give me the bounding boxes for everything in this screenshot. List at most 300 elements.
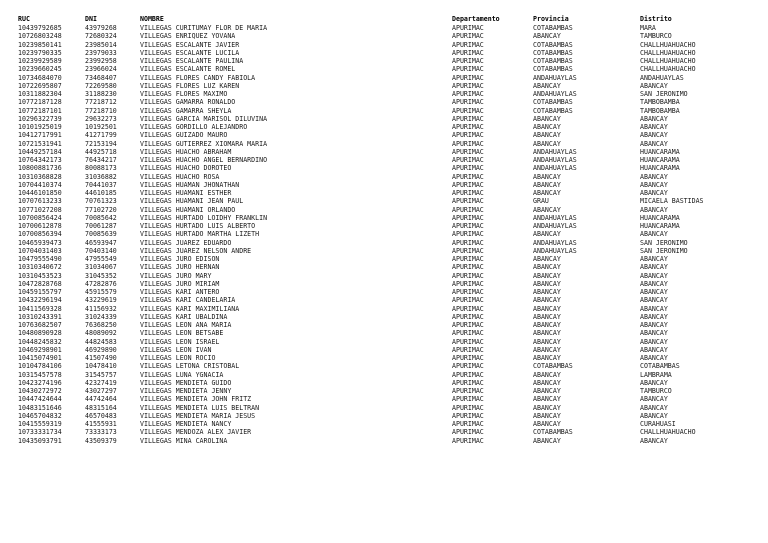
cell-departamento: APURIMAC <box>452 329 484 338</box>
cell-provincia: ABANCAY <box>533 420 561 428</box>
cell-ruc: 10296322739 <box>18 114 62 123</box>
cell-departamento: APURIMAC <box>452 106 484 115</box>
cell-dni: 43229619 <box>85 296 117 305</box>
cell-ruc: 10449257184 <box>18 147 62 156</box>
cell-nombre: VILLEGAS HUACHO ROSA <box>140 172 220 181</box>
cell-provincia: ABANCAY <box>533 189 561 197</box>
cell-distrito: ABANCAY <box>640 354 668 362</box>
table-row <box>18 346 742 354</box>
table-row <box>18 214 742 222</box>
cell-dni: 44925718 <box>85 147 117 156</box>
cell-departamento: APURIMAC <box>452 279 484 288</box>
cell-dni: 70085639 <box>85 230 117 239</box>
cell-provincia: ANDAHUAYLAS <box>533 164 577 173</box>
cell-nombre: VILLEGAS MINA CAROLINA <box>140 436 228 445</box>
cell-dni: 23985014 <box>85 40 117 49</box>
cell-nombre: VILLEGAS ESCALANTE LUCILA <box>140 48 240 57</box>
cell-ruc: 10423274196 <box>18 378 62 387</box>
cell-distrito: HUANCARAMA <box>640 156 680 164</box>
cell-departamento: APURIMAC <box>452 40 484 49</box>
cell-nombre: VILLEGAS HURTADO LOIDHY FRANKLIN <box>140 213 268 222</box>
table-row <box>18 329 742 337</box>
table-row <box>18 131 742 139</box>
cell-provincia: GRAU <box>533 197 549 206</box>
cell-distrito: ABANCAY <box>640 436 668 445</box>
cell-ruc: 10707613233 <box>18 197 62 206</box>
cell-dni: 72153194 <box>85 139 117 148</box>
cell-nombre: VILLEGAS ESCALANTE JAVIER <box>140 40 240 49</box>
table-row <box>18 280 742 288</box>
cell-departamento: APURIMAC <box>452 131 484 140</box>
cell-nombre: VILLEGAS HUACHO ABRAHAM <box>140 147 232 156</box>
cell-departamento: APURIMAC <box>452 321 484 329</box>
cell-ruc: 10435093791 <box>18 436 62 445</box>
cell-departamento: APURIMAC <box>452 48 484 57</box>
cell-distrito: ABANCAY <box>640 279 668 288</box>
cell-ruc: 10239790335 <box>18 48 62 57</box>
records-table <box>18 14 742 445</box>
cell-departamento: APURIMAC <box>452 32 484 41</box>
cell-provincia: ANDAHUAYLAS <box>533 222 577 230</box>
table-row <box>18 107 742 115</box>
cell-distrito: SAN JERONIMO <box>640 90 688 98</box>
cell-distrito: ABANCAY <box>640 288 668 296</box>
cell-dni: 77218712 <box>85 98 117 107</box>
table-row <box>18 222 742 230</box>
cell-provincia: ABANCAY <box>533 205 561 214</box>
cell-dni: 70061287 <box>85 222 117 230</box>
cell-dni: 44610185 <box>85 189 117 197</box>
cell-ruc: 10700856394 <box>18 230 62 239</box>
cell-dni: 46570483 <box>85 411 117 420</box>
cell-departamento: APURIMAC <box>452 387 484 395</box>
table-row <box>18 362 742 370</box>
cell-departamento: APURIMAC <box>452 147 484 156</box>
cell-nombre: VILLEGAS KARI ANTERO <box>140 288 220 296</box>
cell-dni: 70085642 <box>85 213 117 222</box>
table-row <box>18 90 742 98</box>
cell-nombre: VILLEGAS FLORES LUZ KAREN <box>140 81 240 90</box>
cell-departamento: APURIMAC <box>452 189 484 197</box>
cell-ruc: 10700856424 <box>18 213 62 222</box>
cell-dni: 48089092 <box>85 329 117 338</box>
cell-dni: 46593947 <box>85 238 117 247</box>
cell-provincia: ABANCAY <box>533 387 561 395</box>
cell-provincia: ANDAHUAYLAS <box>533 90 577 98</box>
cell-dni: 23979033 <box>85 48 117 57</box>
cell-distrito: ABANCAY <box>640 321 668 329</box>
cell-provincia: ABANCAY <box>533 288 561 296</box>
cell-dni: 77102720 <box>85 205 117 214</box>
cell-dni: 76368250 <box>85 321 117 329</box>
cell-distrito: HUANCARAMA <box>640 213 680 222</box>
cell-ruc: 10465939473 <box>18 238 62 247</box>
cell-provincia: ABANCAY <box>533 279 561 288</box>
cell-distrito: ABANCAY <box>640 337 668 346</box>
cell-nombre: VILLEGAS JURO EDISON <box>140 255 220 263</box>
cell-nombre: VILLEGAS FLORES MAXIMO <box>140 90 228 98</box>
cell-dni: 73333173 <box>85 428 117 437</box>
cell-distrito: CHALLHUAHUACHO <box>640 48 696 57</box>
cell-departamento: APURIMAC <box>452 337 484 346</box>
cell-distrito: SAN JERONIMO <box>640 246 688 255</box>
cell-dni: 45915579 <box>85 288 117 296</box>
cell-provincia: COTABAMBAS <box>533 106 573 115</box>
cell-ruc: 10310453523 <box>18 271 62 280</box>
cell-provincia: ABANCAY <box>533 263 561 272</box>
cell-departamento: APURIMAC <box>452 296 484 305</box>
cell-distrito: ABANCAY <box>640 139 668 148</box>
table-row <box>18 206 742 214</box>
table-row <box>18 387 742 395</box>
cell-ruc: 10430272972 <box>18 387 62 395</box>
cell-departamento: APURIMAC <box>452 428 484 437</box>
cell-ruc: 10480890928 <box>18 329 62 338</box>
cell-distrito: ABANCAY <box>640 114 668 123</box>
cell-nombre: VILLEGAS GUTIERREZ XIOMARA MARIA <box>140 139 268 148</box>
cell-provincia: COTABAMBAS <box>533 98 573 107</box>
table-row <box>18 247 742 255</box>
cell-ruc: 10448245832 <box>18 337 62 346</box>
cell-departamento: APURIMAC <box>452 370 484 379</box>
cell-nombre: VILLEGAS JUAREZ EDUARDO <box>140 238 232 247</box>
cell-nombre: VILLEGAS GORDILLO ALEJANDRO <box>140 123 248 131</box>
cell-departamento: APURIMAC <box>452 205 484 214</box>
cell-distrito: ABANCAY <box>640 345 668 354</box>
cell-nombre: VILLEGAS GARCIA MARISOL DILUVINA <box>140 114 268 123</box>
cell-dni: 46929890 <box>85 345 117 354</box>
cell-distrito: CHALLHUAHUACHO <box>640 65 696 74</box>
cell-distrito: ABANCAY <box>640 411 668 420</box>
cell-departamento: APURIMAC <box>452 312 484 321</box>
cell-departamento: APURIMAC <box>452 156 484 164</box>
cell-departamento: APURIMAC <box>452 436 484 445</box>
cell-ruc: 10315457578 <box>18 370 62 379</box>
table-row <box>18 420 742 428</box>
cell-dni: 41507490 <box>85 354 117 362</box>
cell-distrito: ABANCAY <box>640 312 668 321</box>
cell-departamento: APURIMAC <box>452 403 484 412</box>
cell-ruc: 10772187128 <box>18 98 62 107</box>
cell-ruc: 10771027208 <box>18 205 62 214</box>
table-row <box>18 313 742 321</box>
cell-distrito: TAMBURCO <box>640 32 672 41</box>
cell-nombre: VILLEGAS LEON ANA MARIA <box>140 321 232 329</box>
cell-provincia: COTABAMBAS <box>533 40 573 49</box>
table-row <box>18 57 742 65</box>
cell-provincia: ABANCAY <box>533 378 561 387</box>
table-row <box>18 288 742 296</box>
cell-provincia: ANDAHUAYLAS <box>533 246 577 255</box>
cell-dni: 47282876 <box>85 279 117 288</box>
cell-ruc: 10439792685 <box>18 24 62 32</box>
cell-dni: 47955549 <box>85 255 117 263</box>
table-row <box>18 98 742 106</box>
cell-nombre: VILLEGAS HUACHO ANGEL BERNARDINO <box>140 156 268 164</box>
cell-departamento: APURIMAC <box>452 114 484 123</box>
cell-provincia: ABANCAY <box>533 271 561 280</box>
cell-dni: 72680324 <box>85 32 117 41</box>
header-row <box>18 14 742 24</box>
cell-nombre: VILLEGAS KARI CANDELARIA <box>140 296 236 305</box>
cell-ruc: 10447424644 <box>18 395 62 404</box>
table-row <box>18 296 742 304</box>
header-ruc: RUC <box>18 15 30 23</box>
cell-distrito: LAMBRAMA <box>640 370 672 379</box>
table-row <box>18 148 742 156</box>
cell-provincia: ABANCAY <box>533 255 561 263</box>
cell-provincia: ABANCAY <box>533 329 561 338</box>
table-row <box>18 65 742 73</box>
cell-dni: 43979268 <box>85 24 117 32</box>
cell-distrito: CHALLHUAHUACHO <box>640 57 696 65</box>
cell-distrito: ABANCAY <box>640 205 668 214</box>
cell-departamento: APURIMAC <box>452 172 484 181</box>
cell-distrito: ABANCAY <box>640 329 668 338</box>
cell-dni: 42327419 <box>85 378 117 387</box>
cell-ruc: 10412717991 <box>18 131 62 140</box>
cell-distrito: ABANCAY <box>640 230 668 239</box>
cell-ruc: 10763682507 <box>18 321 62 329</box>
cell-departamento: APURIMAC <box>452 24 484 32</box>
cell-departamento: APURIMAC <box>452 222 484 230</box>
cell-departamento: APURIMAC <box>452 57 484 65</box>
cell-provincia: ANDAHUAYLAS <box>533 73 577 82</box>
cell-nombre: VILLEGAS GAMARRA SHEYLA <box>140 106 232 115</box>
cell-departamento: APURIMAC <box>452 98 484 107</box>
cell-ruc: 10465704832 <box>18 411 62 420</box>
cell-departamento: APURIMAC <box>452 238 484 247</box>
table-row <box>18 263 742 271</box>
cell-nombre: VILLEGAS GAMARRA RONALDO <box>140 98 236 107</box>
cell-departamento: APURIMAC <box>452 246 484 255</box>
cell-provincia: ANDAHUAYLAS <box>533 213 577 222</box>
cell-distrito: ABANCAY <box>640 378 668 387</box>
table-row <box>18 404 742 412</box>
cell-departamento: APURIMAC <box>452 354 484 362</box>
cell-nombre: VILLEGAS FLORES CANDY FABIOLA <box>140 73 256 82</box>
cell-dni: 72269580 <box>85 81 117 90</box>
cell-distrito: ABANCAY <box>640 296 668 305</box>
table-row <box>18 82 742 90</box>
cell-distrito: ABANCAY <box>640 271 668 280</box>
cell-distrito: CHALLHUAHUACHO <box>640 40 696 49</box>
cell-dni: 48315164 <box>85 403 117 412</box>
cell-provincia: ABANCAY <box>533 403 561 412</box>
table-row <box>18 395 742 403</box>
cell-provincia: ABANCAY <box>533 337 561 346</box>
cell-ruc: 10415559319 <box>18 420 62 428</box>
cell-distrito: ABANCAY <box>640 123 668 131</box>
table-row <box>18 197 742 205</box>
cell-provincia: ABANCAY <box>533 370 561 379</box>
cell-departamento: APURIMAC <box>452 139 484 148</box>
cell-departamento: APURIMAC <box>452 378 484 387</box>
table-row <box>18 140 742 148</box>
cell-distrito: TAMBOBAMBA <box>640 98 680 107</box>
cell-departamento: APURIMAC <box>452 395 484 404</box>
cell-nombre: VILLEGAS JURO HERNAN <box>140 263 220 272</box>
cell-provincia: ABANCAY <box>533 123 561 131</box>
cell-provincia: ABANCAY <box>533 81 561 90</box>
cell-departamento: APURIMAC <box>452 345 484 354</box>
cell-ruc: 10101925019 <box>18 123 62 131</box>
cell-departamento: APURIMAC <box>452 362 484 371</box>
cell-departamento: APURIMAC <box>452 197 484 206</box>
table-row <box>18 321 742 329</box>
cell-departamento: APURIMAC <box>452 81 484 90</box>
cell-nombre: VILLEGAS HURTADO MARTHA LIZETH <box>140 230 260 239</box>
cell-distrito: TAMBURCO <box>640 387 672 395</box>
cell-ruc: 10726803248 <box>18 32 62 41</box>
cell-ruc: 10239929589 <box>18 57 62 65</box>
cell-provincia: ANDAHUAYLAS <box>533 156 577 164</box>
cell-provincia: ABANCAY <box>533 436 561 445</box>
table-row <box>18 412 742 420</box>
cell-ruc: 10311882304 <box>18 90 62 98</box>
cell-dni: 31188230 <box>85 90 117 98</box>
table-row <box>18 173 742 181</box>
cell-nombre: VILLEGAS HUACHO DOROTEO <box>140 164 232 173</box>
cell-nombre: VILLEGAS HUAMANI JEAN PAUL <box>140 197 244 206</box>
cell-nombre: VILLEGAS LETONA CRISTOBAL <box>140 362 240 371</box>
cell-departamento: APURIMAC <box>452 420 484 428</box>
cell-ruc: 10446101850 <box>18 189 62 197</box>
cell-provincia: ABANCAY <box>533 304 561 313</box>
table-row <box>18 371 742 379</box>
cell-distrito: ABANCAY <box>640 255 668 263</box>
cell-dni: 23992958 <box>85 57 117 65</box>
header-distrito: Distrito <box>640 15 672 23</box>
cell-dni: 80088173 <box>85 164 117 173</box>
header-nombre: NOMBRE <box>140 15 164 23</box>
cell-nombre: VILLEGAS HUAMANI ORLANDO <box>140 205 236 214</box>
cell-ruc: 10722695807 <box>18 81 62 90</box>
cell-departamento: APURIMAC <box>452 271 484 280</box>
cell-nombre: VILLEGAS KARI UBALDINA <box>140 312 228 321</box>
table-row <box>18 437 742 445</box>
table-row <box>18 379 742 387</box>
cell-provincia: ABANCAY <box>533 395 561 404</box>
cell-ruc: 10764342173 <box>18 156 62 164</box>
table-row <box>18 255 742 263</box>
cell-nombre: VILLEGAS JURO MIRIAM <box>140 279 220 288</box>
cell-departamento: APURIMAC <box>452 180 484 189</box>
cell-distrito: CURAHUASI <box>640 420 676 428</box>
table-row <box>18 74 742 82</box>
cell-nombre: VILLEGAS LEON BETSABE <box>140 329 224 338</box>
cell-distrito: COTABAMBAS <box>640 362 680 371</box>
cell-nombre: VILLEGAS LUNA YGNACIA <box>140 370 224 379</box>
cell-provincia: COTABAMBAS <box>533 65 573 74</box>
cell-nombre: VILLEGAS CURITUMAY FLOR DE MARIA <box>140 24 268 32</box>
cell-nombre: VILLEGAS ESCALANTE ROMEL <box>140 65 236 74</box>
cell-distrito: ABANCAY <box>640 403 668 412</box>
header-dni: DNI <box>85 15 97 23</box>
cell-distrito: HUANCARAMA <box>640 164 680 173</box>
table-row <box>18 338 742 346</box>
cell-provincia: COTABAMBAS <box>533 48 573 57</box>
cell-ruc: 10432296194 <box>18 296 62 305</box>
cell-ruc: 10472828768 <box>18 279 62 288</box>
cell-distrito: HUANCARAMA <box>640 147 680 156</box>
cell-dni: 31045352 <box>85 271 117 280</box>
cell-distrito: ABANCAY <box>640 81 668 90</box>
table-row <box>18 156 742 164</box>
cell-dni: 43027297 <box>85 387 117 395</box>
cell-nombre: VILLEGAS MENDIETA JOHN FRITZ <box>140 395 252 404</box>
table-row <box>18 428 742 436</box>
cell-distrito: ANDAHUAYLAS <box>640 73 684 82</box>
cell-nombre: VILLEGAS KARI MAXIMILIANA <box>140 304 240 313</box>
table-row <box>18 305 742 313</box>
cell-distrito: ABANCAY <box>640 131 668 140</box>
table-row <box>18 189 742 197</box>
table-row <box>18 181 742 189</box>
cell-nombre: VILLEGAS LEON ISRAEL <box>140 337 220 346</box>
cell-provincia: ABANCAY <box>533 296 561 305</box>
cell-departamento: APURIMAC <box>452 411 484 420</box>
cell-dni: 73468407 <box>85 73 117 82</box>
table-row <box>18 354 742 362</box>
cell-nombre: VILLEGAS HUAMAN JHONATHAN <box>140 180 240 189</box>
cell-dni: 77218710 <box>85 106 117 115</box>
cell-dni: 76434217 <box>85 156 117 164</box>
cell-ruc: 10483151646 <box>18 403 62 412</box>
cell-nombre: VILLEGAS MENDIETA JENNY <box>140 387 232 395</box>
cell-departamento: APURIMAC <box>452 164 484 173</box>
cell-ruc: 10479555490 <box>18 255 62 263</box>
cell-provincia: COTABAMBAS <box>533 57 573 65</box>
cell-ruc: 10310243391 <box>18 312 62 321</box>
cell-ruc: 10700612878 <box>18 222 62 230</box>
header-provincia: Provincia <box>533 15 569 23</box>
cell-departamento: APURIMAC <box>452 304 484 313</box>
cell-distrito: HUANCARAMA <box>640 222 680 230</box>
cell-dni: 44824583 <box>85 337 117 346</box>
cell-ruc: 10239660245 <box>18 65 62 74</box>
cell-dni: 41156932 <box>85 304 117 313</box>
cell-nombre: VILLEGAS MENDIETA LUIS BELTRAN <box>140 403 260 412</box>
cell-dni: 29632273 <box>85 114 117 123</box>
table-row <box>18 41 742 49</box>
cell-nombre: VILLEGAS HURTADO LUIS ALBERTO <box>140 222 256 230</box>
cell-dni: 31545757 <box>85 370 117 379</box>
table-row <box>18 115 742 123</box>
table-row <box>18 239 742 247</box>
cell-provincia: ANDAHUAYLAS <box>533 238 577 247</box>
cell-distrito: ABANCAY <box>640 172 668 181</box>
cell-departamento: APURIMAC <box>452 90 484 98</box>
cell-provincia: ABANCAY <box>533 131 561 140</box>
cell-ruc: 10734684070 <box>18 73 62 82</box>
cell-nombre: VILLEGAS GUIZADO MAURO <box>140 131 228 140</box>
table-row <box>18 24 742 32</box>
cell-distrito: ABANCAY <box>640 395 668 404</box>
cell-dni: 70441037 <box>85 180 117 189</box>
cell-departamento: APURIMAC <box>452 263 484 272</box>
cell-provincia: ABANCAY <box>533 345 561 354</box>
table-row <box>18 164 742 172</box>
cell-provincia: ABANCAY <box>533 354 561 362</box>
cell-ruc: 10459155797 <box>18 288 62 296</box>
cell-distrito: ABANCAY <box>640 304 668 313</box>
table-row <box>18 272 742 280</box>
cell-ruc: 10239850141 <box>18 40 62 49</box>
cell-distrito: ABANCAY <box>640 180 668 189</box>
cell-provincia: ABANCAY <box>533 139 561 148</box>
cell-departamento: APURIMAC <box>452 213 484 222</box>
